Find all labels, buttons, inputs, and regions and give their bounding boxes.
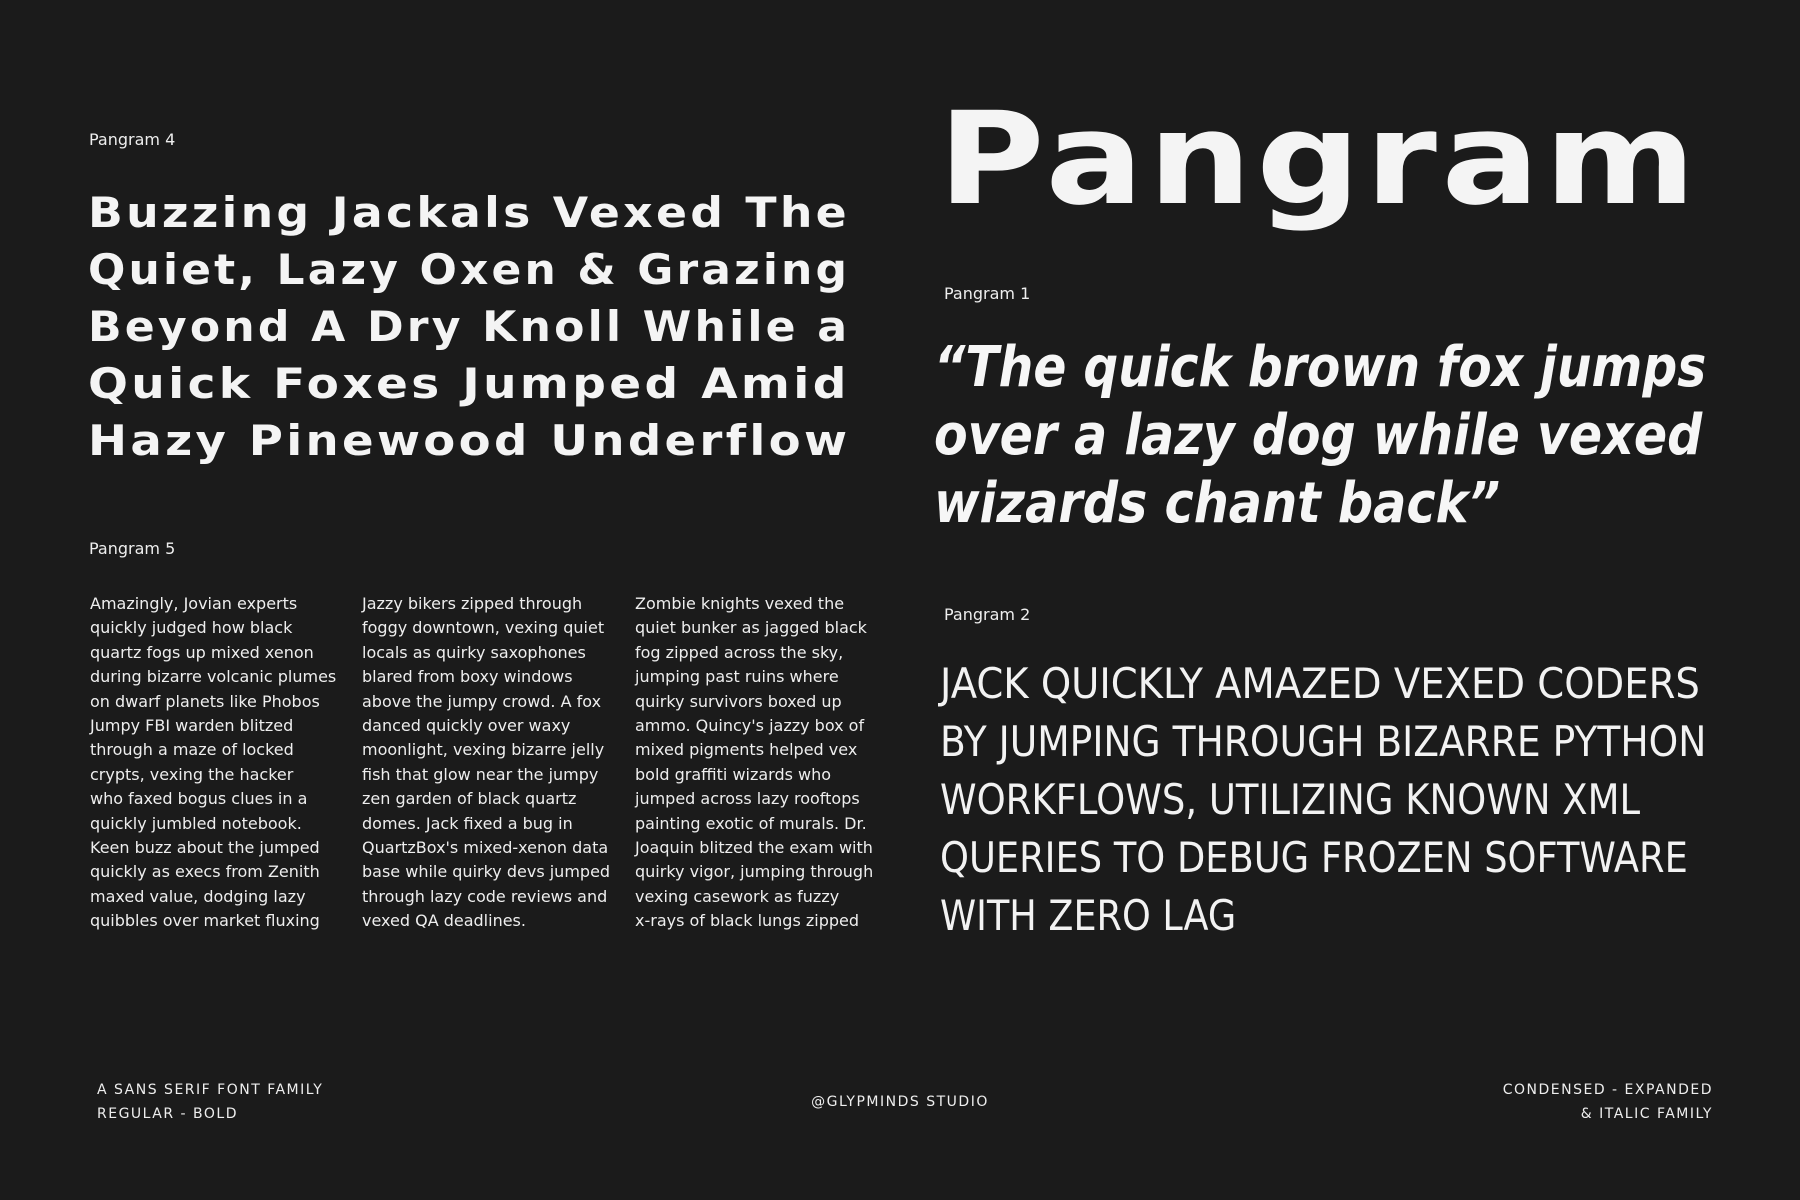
pangram2-line: BY JUMPING THROUGH BIZARRE PYTHON (940, 717, 1707, 766)
pangram2-line: WITH ZERO LAG (940, 891, 1237, 940)
column-line: x-rays of black lungs zipped (635, 911, 860, 931)
pangram5-column-1 (90, 592, 337, 934)
footer-right-line: CONDENSED - EXPANDED (1502, 1082, 1713, 1098)
column-line: vexing casework as fuzzy (635, 886, 840, 906)
column-line: mixed pigments helped vex (635, 740, 858, 760)
column-line: maxed value, dodging lazy (90, 886, 306, 906)
studio-credit: @GLYPMINDS STUDIO (811, 1094, 989, 1110)
column-line: Jazzy bikers zipped through (362, 594, 583, 613)
pangram4-line: Beyond A Dry Knoll While a (88, 302, 851, 351)
pangram1-line: wizards chant back” (934, 471, 1501, 536)
footer-left-line: REGULAR - BOLD (97, 1106, 239, 1122)
pangram1-label: Pangram 1 (944, 284, 1031, 303)
hero-title: Pangram (938, 85, 1701, 234)
column-line: above the jumpy crowd. A fox (362, 691, 602, 711)
column-line: quiet bunker as jagged black (635, 618, 867, 638)
footer-right (1503, 1078, 1713, 1126)
column-line: vexed QA deadlines. (362, 911, 526, 931)
column-line: ammo. Quincy's jazzy box of (635, 716, 865, 736)
column-line: quirky survivors boxed up (635, 691, 842, 711)
column-line: quartz fogs up mixed xenon (90, 642, 314, 662)
column-line: foggy downtown, vexing quiet (362, 618, 605, 638)
column-line: jumping past ruins where (635, 667, 839, 687)
pangram4-line: Buzzing Jackals Vexed The (88, 188, 850, 237)
pangram4-label: Pangram 4 (89, 130, 176, 149)
column-line: jumped across lazy rooftops (635, 789, 860, 809)
column-line: quickly jumbled notebook. (90, 813, 302, 833)
column-line: blared from boxy windows (362, 667, 573, 687)
column-line: quirky vigor, jumping through (635, 862, 874, 882)
pangram4-line: Quiet, Lazy Oxen & Grazing (88, 245, 851, 294)
column-line: bold graffiti wizards who (635, 764, 832, 784)
footer-right-line: & ITALIC FAMILY (1580, 1106, 1713, 1122)
column-line: painting exotic of murals. Dr. (635, 813, 867, 833)
column-line: locals as quirky saxophones (362, 642, 586, 662)
column-line: fog zipped across the sky, (635, 642, 844, 662)
column-line: quickly as execs from Zenith (90, 862, 320, 882)
column-line: on dwarf planets like Phobos (90, 691, 320, 711)
column-line: Keen buzz about the jumped (90, 838, 320, 858)
pangram2-line: QUERIES TO DEBUG FROZEN SOFTWARE (940, 833, 1688, 882)
pangram4-line: Quick Foxes Jumped Amid (88, 359, 850, 408)
column-line: domes. Jack fixed a bug in (362, 813, 573, 833)
column-line: through a maze of locked (90, 740, 294, 760)
footer-left-line: A SANS SERIF FONT FAMILY (97, 1082, 324, 1098)
column-line: Joaquin blitzed the exam with (635, 838, 873, 858)
column-line: Jumpy FBI warden blitzed (90, 716, 294, 736)
column-line: QuartzBox's mixed-xenon data (362, 838, 609, 858)
column-line: Zombie knights vexed the (635, 594, 845, 613)
pangram2-line: WORKFLOWS, UTILIZING KNOWN XML (940, 775, 1641, 824)
column-line: Amazingly, Jovian experts (90, 594, 298, 613)
pangram2-label: Pangram 2 (944, 605, 1031, 624)
column-line: zen garden of black quartz (362, 789, 577, 809)
column-line: danced quickly over waxy (362, 716, 571, 736)
pangram5-column-3 (635, 592, 875, 934)
column-line: crypts, vexing the hacker (90, 764, 294, 784)
column-line: base while quirky devs jumped (362, 862, 611, 882)
column-line: during bizarre volcanic plumes (90, 667, 337, 687)
column-line: quibbles over market fluxing (90, 911, 320, 931)
pangram5-label: Pangram 5 (89, 539, 176, 558)
column-line: moonlight, vexing bizarre jelly (362, 740, 605, 760)
column-line: who faxed bogus clues in a (90, 789, 308, 809)
pangram4-line: Hazy Pinewood Underflow (88, 416, 851, 465)
column-line: quickly judged how black (90, 618, 293, 638)
pangram2-line: JACK QUICKLY AMAZED VEXED CODERS (940, 659, 1700, 708)
column-line: fish that glow near the jumpy (362, 764, 599, 784)
column-line: through lazy code reviews and (362, 886, 608, 906)
pangram1-line: “The quick brown fox jumps (934, 335, 1707, 400)
pangram1-line: over a lazy dog while vexed (934, 403, 1703, 468)
pangram5-column-2 (362, 592, 611, 934)
